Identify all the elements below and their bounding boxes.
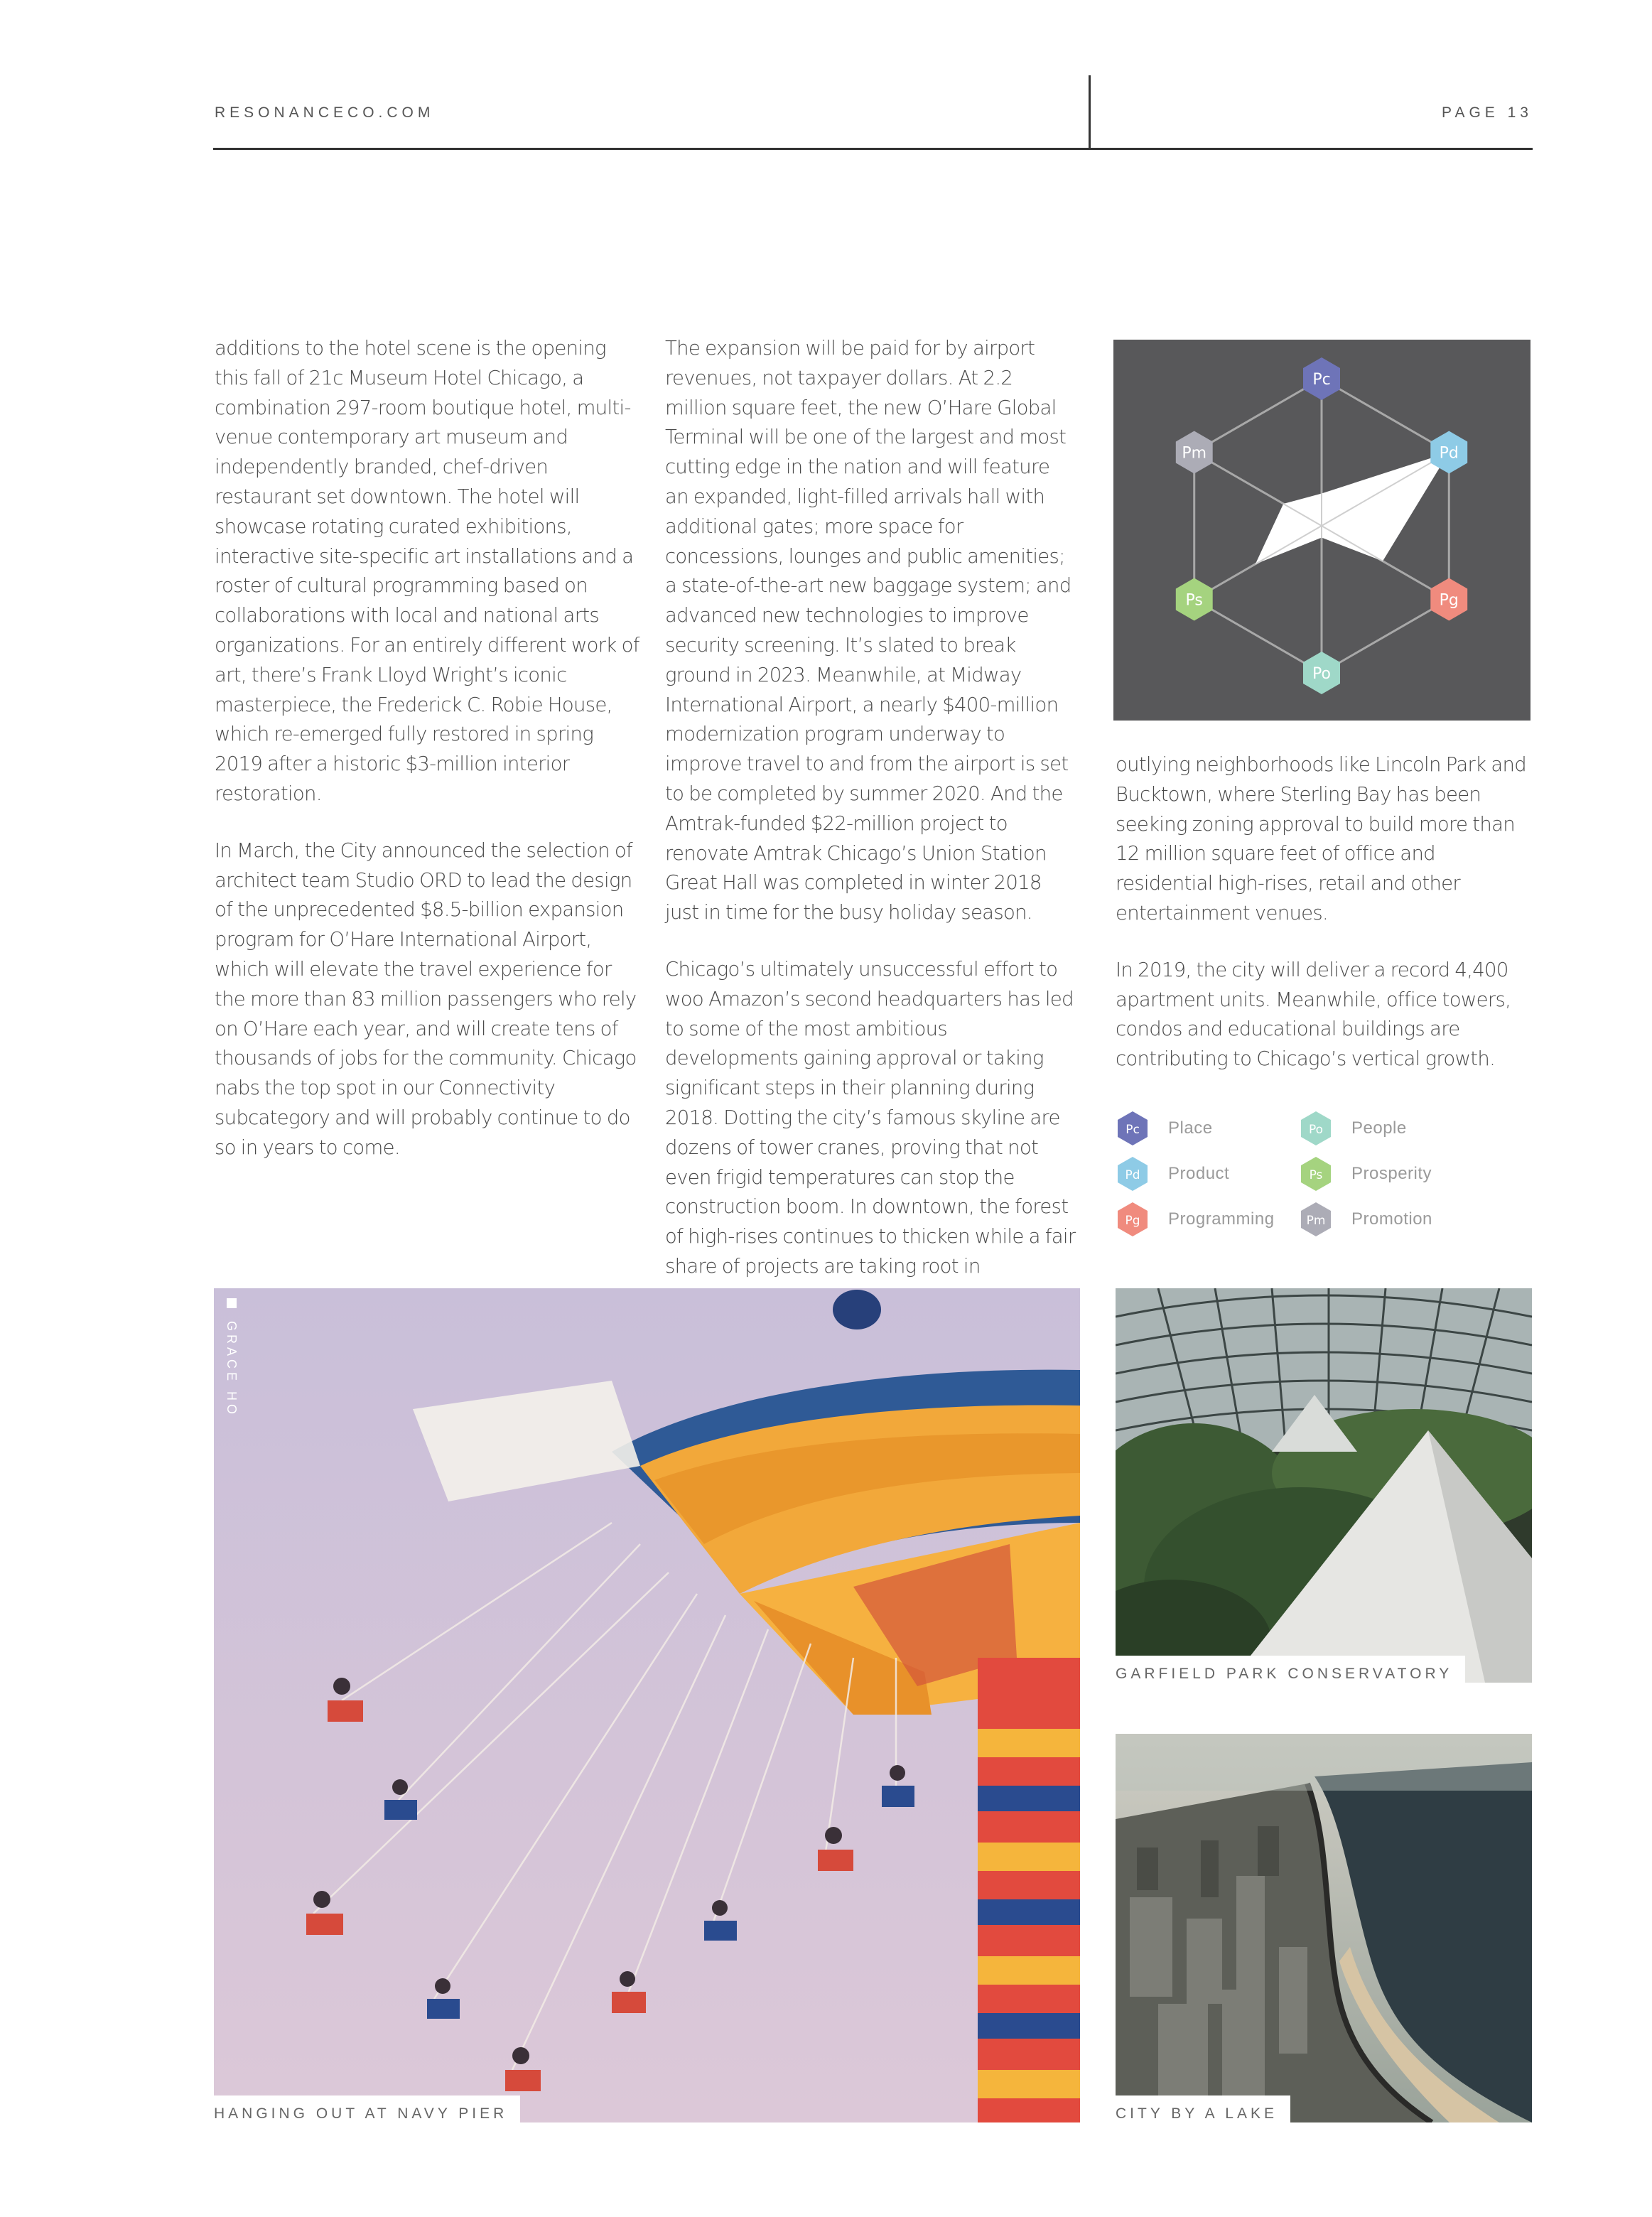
legend-label: People xyxy=(1351,1118,1407,1138)
hex-pg-icon xyxy=(1116,1201,1150,1238)
hex-po-icon xyxy=(1299,1110,1333,1147)
column-1 xyxy=(215,334,641,1163)
column-2 xyxy=(665,334,1077,1282)
svg-text:Pg: Pg xyxy=(1125,1214,1140,1228)
radar-vertex-label-pm: Pm xyxy=(1182,444,1207,463)
lake-photo xyxy=(1116,1734,1532,2122)
lake-caption: CITY BY A LAKE xyxy=(1116,2095,1290,2122)
page-number: PAGE 13 xyxy=(1442,104,1533,121)
legend-item-people xyxy=(1299,1106,1432,1151)
camera-icon xyxy=(227,1298,237,1308)
svg-text:Pm: Pm xyxy=(1306,1214,1326,1228)
col1-para-1: additions to the hotel scene is the opening this fall of 21c Museum Hotel Chicago, a combination 297-room boutique hotel, multi-venue contemporary art museum and independently branded, chef-driven restaurant set downtown. The hotel will showcase rotating curated exhibitions, interactive site-specific art installations and a roster of cultural programming based on collaborations with local and national arts organizations. For an entirely different work of art, there’s Frank Lloyd Wright’s iconic masterpiece, the Frederick C. Robie House, which re-emerged fully restored in spring 2019 after a historic $3-million interior restoration. xyxy=(215,337,639,805)
radar-vertex-label-pg: Pg xyxy=(1439,591,1459,610)
hex-pd-icon xyxy=(1116,1155,1150,1192)
legend-label: Programming xyxy=(1168,1209,1275,1229)
photo-credit-name: GRACE HO xyxy=(225,1321,239,1418)
col1-para-2: In March, the City announced the selection of architect team Studio ORD to lead the design of the unprecedented $8.5-billion expansion program for O’Hare International Airport, which will elevate the travel experience for the more than 83 million passengers who rely on O’Hare each year, and will create tens of thousands of jobs for the community. Chicago nabs the top spot in our Connectivity subcategory and will probably continue to do so in years to come. xyxy=(215,838,637,1159)
col3-para-2: In 2019, the city will deliver a record 4,400 apartment units. Meanwhile, office towers, condos and educational buildings are contributing to Chicago’s vertical growth. xyxy=(1116,958,1511,1071)
svg-text:Ps: Ps xyxy=(1309,1168,1323,1182)
svg-text:Pd: Pd xyxy=(1125,1168,1140,1182)
legend-label: Place xyxy=(1168,1118,1213,1138)
radar-vertex-label-po: Po xyxy=(1312,665,1331,683)
legend-label: Prosperity xyxy=(1351,1164,1432,1183)
legend-left xyxy=(1116,1106,1275,1242)
col2-para-2: Chicago’s ultimately unsuccessful effort to woo Amazon’s second headquarters has led to some of the most ambitious developments gaining approval or taking significant steps in their planning during 2018. Dotting the city’s famous skyline are dozens of tower cranes, proving that not even frigid temperatures can stop the construction boom. In downtown, the forest of high-rises continues to thicken while a fair share of projects are taking root in xyxy=(665,957,1076,1278)
legend-item-place xyxy=(1116,1106,1275,1151)
conservatory-image xyxy=(1116,1288,1532,1683)
legend-label: Product xyxy=(1168,1164,1230,1183)
column-3 xyxy=(1116,750,1535,1074)
navy-pier-photo xyxy=(214,1288,1080,2122)
legend-right xyxy=(1299,1106,1432,1242)
svg-text:Pc: Pc xyxy=(1125,1123,1140,1137)
legend-item-programming xyxy=(1116,1197,1275,1242)
hex-pm-icon xyxy=(1299,1201,1333,1238)
swing-ride-image xyxy=(214,1288,1080,2122)
legend-item-promotion xyxy=(1299,1197,1432,1242)
radar-vertex-label-pd: Pd xyxy=(1439,444,1459,463)
radar-svg xyxy=(1113,340,1530,721)
header-divider xyxy=(1089,75,1091,149)
site-url[interactable]: RESONANCECO.COM xyxy=(215,104,435,121)
radar-vertex-label-ps: Ps xyxy=(1185,591,1203,610)
navy-pier-caption: HANGING OUT AT NAVY PIER xyxy=(214,2095,520,2122)
city-lake-image xyxy=(1116,1734,1532,2122)
hex-pc-icon xyxy=(1116,1110,1150,1147)
radar-chart xyxy=(1113,340,1530,721)
radar-vertex-label-pc: Pc xyxy=(1312,371,1331,389)
svg-text:Po: Po xyxy=(1308,1123,1324,1137)
col3-para-1: outlying neighborhoods like Lincoln Park and Bucktown, where Sterling Bay has been seeking zoning approval to build more than 12 million square feet of office and residential high-rises, retail and other entertainment venues. xyxy=(1116,753,1527,924)
hex-ps-icon xyxy=(1299,1155,1333,1192)
conservatory-caption: GARFIELD PARK CONSERVATORY xyxy=(1116,1656,1465,1683)
legend-item-prosperity xyxy=(1299,1151,1432,1197)
col2-para-1: The expansion will be paid for by airport revenues, not taxpayer dollars. At 2.2 million square feet, the new O’Hare Global Terminal will be one of the largest and most cutting edge in the nation and will feature an expanded, light-filled arrivals hall with additional gates; more space for concessions, lounges and public amenities; a state-of-the-art new baggage system; and advanced new technologies to improve security screening. It’s slated to break ground in 2023. Meanwhile, at Midway International Airport, a nearly $400-million modernization program underway to improve travel to and from the airport is set to be completed by summer 2020. And the Amtrak-funded $22-million project to renovate Amtrak Chicago’s Union Station Great Hall was completed in winter 2018 just in time for the busy holiday season. xyxy=(665,337,1071,924)
legend-label: Promotion xyxy=(1351,1209,1432,1229)
header-rule xyxy=(213,148,1533,150)
radar-legend xyxy=(1116,1106,1535,1248)
conservatory-photo xyxy=(1116,1288,1532,1683)
legend-item-product xyxy=(1116,1151,1275,1197)
photo-credit xyxy=(224,1298,239,1418)
